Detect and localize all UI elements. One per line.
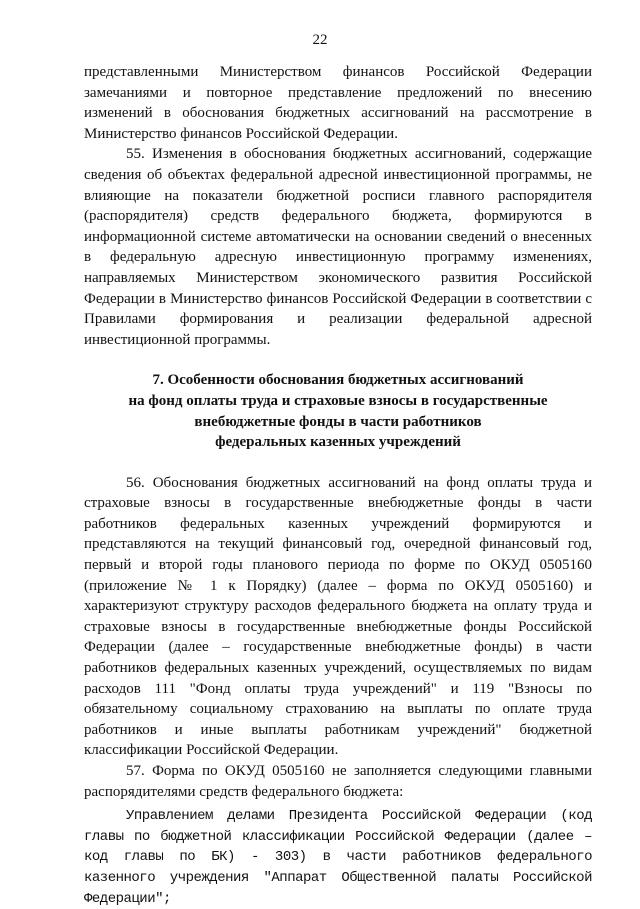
paragraph-57: 57. Форма по ОКУД 0505160 не заполняется следующими главными распорядителями средств федерального бюджета: [84,763,592,800]
paragraph-56: 56. Обоснования бюджетных ассигнований на фонд оплаты труда и страховые взносы в государственные внебюджетные фонды в части работников федеральных казенных учреждений формируются и представляются на текущий финансовый год, очередной финансовый год, первый и второй годы планового периода по форме по ОКУД 0505160 (приложение № 1 к Порядку) (далее – форма по ОКУД 0505160) и характеризуют структуру расходов федерального бюджета на оплату труда и страховые взносы в государственные внебюджетные фонды Российской Федерации (далее – государственные внебюджетные фонды) в части работников федеральных казенных учреждений, осуществляемых по видам расходов 111 "Фонд оплаты труда учреждений" и 119 "Взносы по обязательному социальному страхованию на выплаты по оплате труда работников и иные выплаты работникам учреждений" бюджетной классификации Российской Федерации. [84,474,592,759]
intro-paragraph: представленными Министерством финансов Российской Федерации замечаниями и повторное представление предложений по внесению изменений в обоснования бюджетных ассигнований на рассмотрение в Министерство финансов Российской Федерации. [84,64,592,142]
section-heading-line-4: федеральных казенных учреждений [215,434,461,451]
section-heading [84,370,592,452]
section-heading-line-3: внебюджетные фонды в части работников [194,413,482,430]
section-heading-line-1: 7. Особенности обоснования бюджетных ассигнований [152,372,524,389]
document-body [84,62,592,909]
page-number: 22 [312,32,328,48]
list-item-presidential-administration: Управлением делами Президента Российской Федерации (код главы по бюджетной классификации Российской Федерации (далее – код главы по БК) - 303) в части работников федерального казенного учреждения "Аппарат Общественной палаты Российской Федерации"; [84,808,592,907]
section-heading-line-2: на фонд оплаты труда и страховые взносы в государственные [128,392,548,409]
paragraph-55: 55. Изменения в обоснования бюджетных ассигнований, содержащие сведения об объектах федеральной адресной инвестиционной программы, не влияющие на показатели бюджетной росписи главного распорядителя (распорядителя) средств федерального бюджета, формируются в информационной системе автоматически на основании сведений о внесенных в федеральную адресную инвестиционную программу изменениях, направляемых Министерством экономического развития Российской Федерации в Министерство финансов Российской Федерации в соответствии с Правилами формирования и реализации федеральной адресной инвестиционной программы. [84,146,592,348]
